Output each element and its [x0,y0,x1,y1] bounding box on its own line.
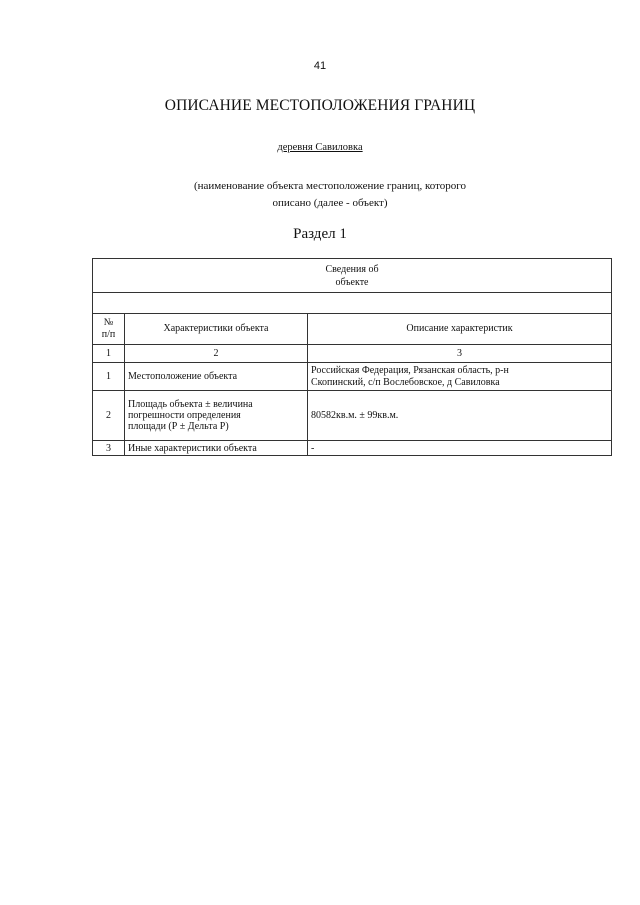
row-num: 2 [93,391,125,441]
row-characteristic-line-3: площади (Р ± Дельта Р) [128,421,229,432]
table-header-line-1: Сведения об [325,263,379,275]
object-name [0,142,640,153]
object-caption [160,178,500,212]
caption-line-1: (наименование объекта местоположение границ, которого [193,180,466,192]
numbering-cell: 1 [93,345,125,363]
row-description-line-1: Российская Федерация, Рязанская область, р-н [311,364,509,376]
table-header-cell [93,259,612,293]
numbering-cell: 2 [125,345,308,363]
row-characteristic-line-2: погрешности определения [128,410,241,421]
table-header-line-2: объекте [335,276,369,288]
row-characteristic-line-1: Площадь объекта ± величина [128,399,253,410]
row-description-line-2: Скопинский, с/п Вослебовское, д Савиловка [311,376,500,388]
row-description: - [308,441,612,456]
column-header-num-line-1: № [103,317,114,328]
section-title: Раздел 1 [293,226,347,242]
column-header-description: Описание характеристик [308,314,612,345]
table-row [93,363,612,391]
caption-line-2: описано (далее - объект) [272,197,388,209]
column-header-characteristic: Характеристики объекта [125,314,308,345]
row-characteristic: Иные характеристики объекта [125,441,308,456]
document-title: ОПИСАНИЕ МЕСТОПОЛОЖЕНИЯ ГРАНИЦ [164,97,476,114]
table-row [93,391,612,441]
row-description [308,363,612,391]
table-row [93,441,612,456]
object-info-table [92,258,612,456]
table-empty-row [93,293,612,314]
row-description: 80582кв.м. ± 99кв.м. [308,391,612,441]
table-numbering-row [93,345,612,363]
column-header-num [93,314,125,345]
page-number: 41 [313,60,327,72]
object-name-text: деревня Савиловка [277,142,363,153]
table-empty-cell [93,293,612,314]
table-column-header-row [93,314,612,345]
row-characteristic: Местоположение объекта [125,363,308,391]
numbering-cell: 3 [308,345,612,363]
row-num: 3 [93,441,125,456]
table-header-row [93,259,612,293]
column-header-num-line-2: п/п [101,329,116,340]
row-num: 1 [93,363,125,391]
row-characteristic [125,391,308,441]
